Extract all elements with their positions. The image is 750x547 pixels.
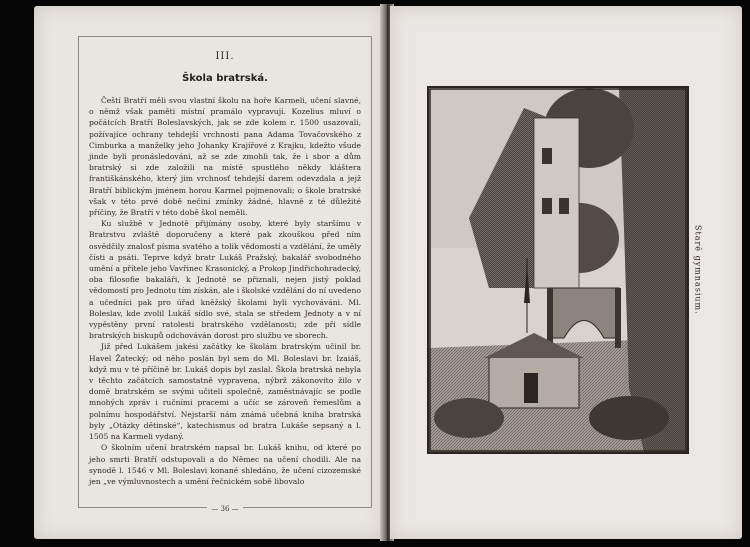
paragraph: Ku službě v Jednotě přijímány osoby, které byly staršímu v Bratrstvu zvláště doporučeny a které pak zkouškou před ním osvědčily znalosť písma svatého a tolik vědomostí a vzdělání, že uměly čísti a psáti. Teprve když bratr Lukáš Pražský, bakalář svobodného umění a přítele jeho Vavřinec Krasonický, a Prokop Jindřichohradecký, oba filosofie bakaláři, k Jednotě se přiznali, nejen jistý poklad vědomostí pro Jednotu tím získán, ale i školské vzdělání do ní uvedeno a učedníci pak pro úřad kněžský školami byli vychováváni. Ml. Boleslav, kde zvolil Lukáš sídlo své, stala se středem Jednoty a v ní vypěstěny první ratolesti bratrského vzdělanosti; zde při sídle bratrských biskupů odchováván dorost pro službu ve sborech. xyxy=(89,219,361,341)
engraving-illustration xyxy=(427,86,689,454)
paragraph: Již před Lukášem jakési začátky ke školám bratrským učinil br. Havel Žatecký; od něho poslán byl sem do Ml. Boleslavi br. Izaiáš, když mu v té příčině br. Lukáš dopis byl zaslal. Škola bratrská nebyla v těchto začátcích samostatně vypravena, nýbrž zákonovito žilo v domě bratrském se svými učiteli společně, zaměstnávajíc se podle mnohých zpráv i ručními pracemi a učíc se zároveň řemeslům a polnímu hospodářství. Nejstarší nám známá učebná kniha bratrská byly „Otázky dětinské“, katechismus od bratra Lukáše sepsaný a l. 1505 na Karmeli vydaný. xyxy=(89,342,361,442)
body-text xyxy=(89,95,361,487)
page-number: — 36 — xyxy=(207,505,242,513)
engraving-drawing xyxy=(429,88,687,452)
paragraph: O školním učení bratrském napsal br. Lukáš knihu, od které po jeho smrti Bratří odstupovali a do Němec na učení chodili. Ale na synodě l. 1546 v Ml. Boleslavi konané shledáno, že učení cizozemské jen „ve výmluvnostech a umění řečnickém sobě libovalo xyxy=(89,443,361,486)
chapter-number: III. xyxy=(215,51,235,62)
page-footer xyxy=(79,505,371,513)
illustration-caption: Staré gymnasium. xyxy=(693,225,703,315)
text-frame xyxy=(78,36,372,513)
paragraph: Čeští Bratří měli svou vlastní školu na hoře Karmeli, učení slavné, o němž však paměti místní pramálo vypravují. Kozelius mluví o počátcích Bratří Boleslavských, jak se zde kolem r. 1500 usazovali, požívajíce ochrany tehdejší vrchnosti pana Adama Tovačovského z Cimburka a manželky jeho Johanky Krajířové z Krajku, kdežto všude jinde byli pronásledováni, až se zde zmohli tak, že i sbor a dům bratrský si zde založili na místě spustlého někdy kláštera františkánského, který jim vrchnosť tehdejší darem odevzdala a jejž Bratří biblickým jménem horou Karmel pojmenovali; o škole bratrské však v této prvé době nečiní zmínky žádné, hlavně z té důležité příčiny, že Bratří v této době škol neměli. xyxy=(89,96,361,218)
left-page xyxy=(34,6,384,539)
chapter-title: Škola bratrská. xyxy=(182,73,268,84)
